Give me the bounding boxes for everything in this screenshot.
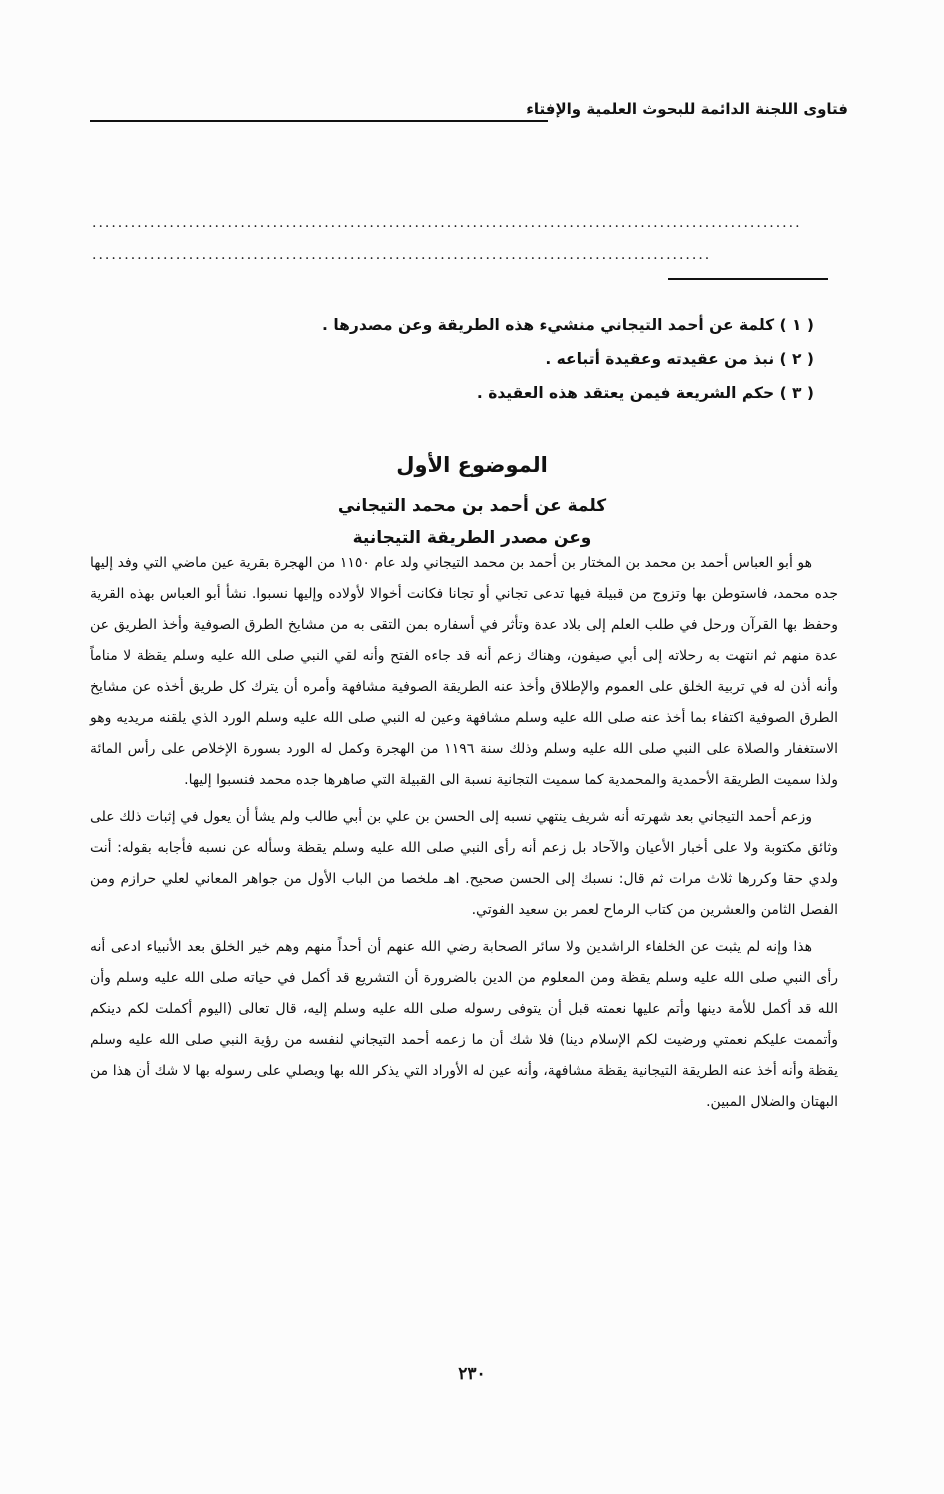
header-rule <box>90 120 548 122</box>
dotted-line: .............................................................................................................. <box>92 216 802 230</box>
section-title: الموضوع الأول <box>396 453 548 477</box>
paragraph: هذا وإنه لم يثبت عن الخلفاء الراشدين ولا سائر الصحابة رضي الله عنهم أن أحداً منهم وهم خير الخلق بعد الأنبياء ادعى أنه رأى النبي صلى الله عليه وسلم يقظة ومن المعلوم من الدين بالضرورة أن التشريع قد أكمل في حياته صلى الله عليه وسلم وأن الله قد أكمل للأمة دينها وأتم عليها نعمته قبل أن يتوفى رسوله صلى الله عليه وسلم إليه، قال تعالى (اليوم أكملت لكم دينكم وأتممت عليكم نعمتي ورضيت لكم الإسلام دينا) فلا شك أن ما زعمه أحمد التيجاني لنفسه من رؤية النبي صلى الله عليه وسلم يقظة وأنه أخذ عنه الطريقة التيجانية يقظة مشافهة، وأنه عين له الأوراد التي يذكر الله بها ويصلي على رسوله بها لا شك أن هذا من البهتان والضلال المبين. <box>90 939 838 1110</box>
section-divider <box>668 278 828 280</box>
topic-item: ( ٣ ) حكم الشريعة فيمن يعتقد هذه العقيدة . <box>476 384 814 402</box>
paragraph: وزعم أحمد التيجاني بعد شهرته أنه شريف ينتهي نسبه إلى الحسن بن علي بن أبي طالب ولم يشأ أن يعول في إثبات ذلك على وثائق مكتوبة ولا على أخبار الأعيان والآحاد بل زعم أنه رأى النبي صلى الله عليه وسلم يقظة وسأله عن نسبه فأجابه بقوله: أنت ولدي حقا وكررها ثلاث مرات ثم قال: نسبك إلى الحسن صحيح. اهـ ملخصا من الباب الأول من جواهر المعاني لعلي حرازم ومن الفصل الثامن والعشرين من كتاب الرماح لعمر بن سعيد الفوتي. <box>90 809 838 918</box>
header-title: فتاوى اللجنة الدائمة للبحوث العلمية والإفتاء <box>526 100 848 118</box>
topic-item: ( ٢ ) نبذ من عقيدته وعقيدة أتباعه . <box>545 350 814 368</box>
section-subtitle: كلمة عن أحمد بن محمد التيجاني <box>337 496 607 516</box>
page-number: ٢٣٠ <box>458 1364 486 1384</box>
section-headings <box>0 450 944 554</box>
dotted-line: ................................................................................................ <box>92 248 712 262</box>
topic-item: ( ١ ) كلمة عن أحمد التيجاني منشيء هذه الطريقة وعن مصدرها . <box>322 316 814 334</box>
section-subtitle: وعن مصدر الطريقة التيجانية <box>352 528 592 548</box>
topics-list <box>254 308 814 410</box>
body-text <box>90 548 838 1124</box>
running-header <box>90 100 848 134</box>
paragraph: هو أبو العباس أحمد بن محمد بن المختار بن أحمد بن محمد التيجاني ولد عام ١١٥٠ من الهجرة بقرية عين ماضي التي وفد إليها جده محمد، فاستوطن بها وتزوج من قبيلة فيها تدعى تجاني أو تجانا فكانت أخوالا لأولاده وإليها نسبوا. نشأ أبو العباس بهذه القرية وحفظ بها القرآن ورحل في طلب العلم إلى بلاد عدة وتأثر في أسفاره بمن التقى به من مشايخ الطرق الصوفية وأخذ الطريق عن عدة منهم ثم انتهت به رحلاته إلى أبي صيفون، وهناك زعم أنه قد جاءه الفتح وأنه لقي النبي صلى الله عليه وسلم يقظة لا مناماً وأنه أذن له في تربية الخلق على العموم والإطلاق وأخذ عنه الطريقة الصوفية مشافهة وأمره أن يترك كل طريق أخذه عن مشايخ الطرق الصوفية اكتفاء بما أخذ عنه صلى الله عليه وسلم مشافهة وعين له النبي صلى الله عليه وسلم الورد الذي يلقنه مريديه وهو الاستغفار والصلاة على النبي صلى الله عليه وسلم وذلك سنة ١١٩٦ من الهجرة وكمل له الورد بسورة الإخلاص على رأس المائة ولذا سميت الطريقة الأحمدية والمحمدية كما سميت التجانية نسبة الى القبيلة التي صاهرها جده محمد فنسبوا إليها. <box>90 555 838 788</box>
